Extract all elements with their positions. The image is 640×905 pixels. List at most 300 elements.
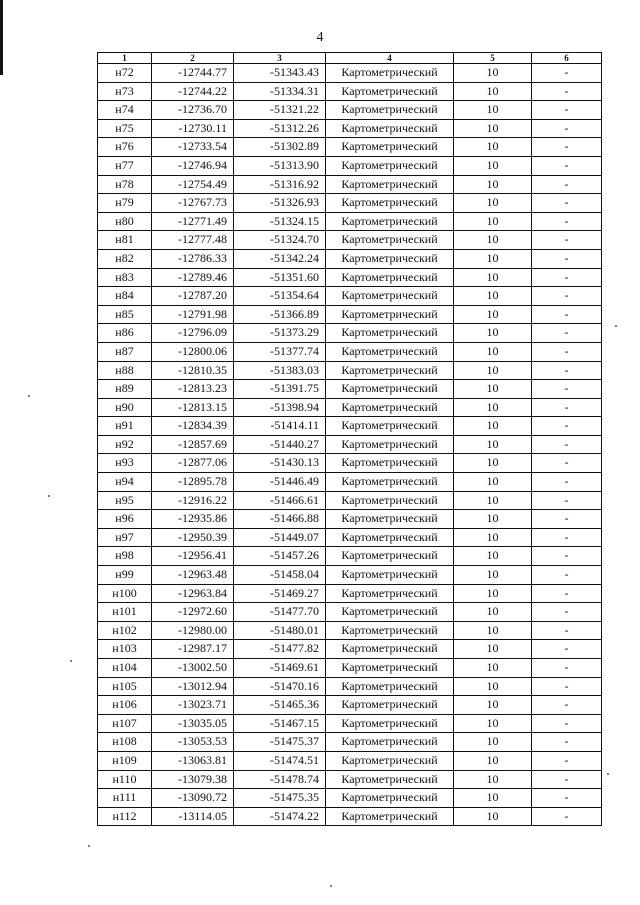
accuracy-cell: 10 [454,138,532,157]
accuracy-cell: 10 [454,305,532,324]
header-row [98,53,602,64]
method-cell: Картометрический [326,435,454,454]
table-row [98,156,602,175]
table-body [98,64,602,826]
table-row [98,677,602,696]
y-coordinate-cell: -51466.88 [234,510,326,529]
x-coordinate-cell: -12935.86 [152,510,234,529]
method-cell: Картометрический [326,770,454,789]
method-cell: Картометрический [326,268,454,287]
accuracy-cell: 10 [454,696,532,715]
accuracy-cell: 10 [454,342,532,361]
method-cell: Картометрический [326,231,454,250]
note-cell: - [532,287,602,306]
note-cell: - [532,82,602,101]
x-coordinate-cell: -13012.94 [152,677,234,696]
accuracy-cell: 10 [454,751,532,770]
x-coordinate-cell: -12857.69 [152,435,234,454]
table-row [98,138,602,157]
point-id-cell: н111 [98,789,152,808]
table-row [98,380,602,399]
method-cell: Картометрический [326,361,454,380]
x-coordinate-cell: -12916.22 [152,491,234,510]
accuracy-cell: 10 [454,175,532,194]
note-cell: - [532,231,602,250]
method-cell: Картометрический [326,659,454,678]
y-coordinate-cell: -51324.15 [234,212,326,231]
y-coordinate-cell: -51467.15 [234,714,326,733]
point-id-cell: н74 [98,101,152,120]
x-coordinate-cell: -13035.05 [152,714,234,733]
table-row [98,305,602,324]
point-id-cell: н98 [98,547,152,566]
note-cell: - [532,547,602,566]
method-cell: Картометрический [326,528,454,547]
accuracy-cell: 10 [454,677,532,696]
point-id-cell: н96 [98,510,152,529]
point-id-cell: н84 [98,287,152,306]
method-cell: Картометрический [326,454,454,473]
y-coordinate-cell: -51302.89 [234,138,326,157]
y-coordinate-cell: -51343.43 [234,64,326,83]
y-coordinate-cell: -51475.35 [234,789,326,808]
y-coordinate-cell: -51430.13 [234,454,326,473]
accuracy-cell: 10 [454,473,532,492]
accuracy-cell: 10 [454,770,532,789]
note-cell: - [532,380,602,399]
y-coordinate-cell: -51469.61 [234,659,326,678]
y-coordinate-cell: -51474.51 [234,751,326,770]
method-cell: Картометрический [326,677,454,696]
method-cell: Картометрический [326,156,454,175]
y-coordinate-cell: -51334.31 [234,82,326,101]
point-id-cell: н91 [98,417,152,436]
y-coordinate-cell: -51342.24 [234,249,326,268]
header-col-1: 1 [98,53,152,64]
scan-speck [88,845,90,847]
x-coordinate-cell: -12796.09 [152,324,234,343]
method-cell: Картометрический [326,751,454,770]
method-cell: Картометрический [326,305,454,324]
accuracy-cell: 10 [454,194,532,213]
accuracy-cell: 10 [454,454,532,473]
accuracy-cell: 10 [454,584,532,603]
table-row [98,621,602,640]
accuracy-cell: 10 [454,621,532,640]
y-coordinate-cell: -51351.60 [234,268,326,287]
method-cell: Картометрический [326,621,454,640]
method-cell: Картометрический [326,584,454,603]
y-coordinate-cell: -51477.70 [234,603,326,622]
method-cell: Картометрический [326,398,454,417]
note-cell: - [532,64,602,83]
x-coordinate-cell: -12963.48 [152,566,234,585]
note-cell: - [532,528,602,547]
method-cell: Картометрический [326,175,454,194]
x-coordinate-cell: -13079.38 [152,770,234,789]
accuracy-cell: 10 [454,714,532,733]
note-cell: - [532,566,602,585]
note-cell: - [532,659,602,678]
method-cell: Картометрический [326,249,454,268]
x-coordinate-cell: -12746.94 [152,156,234,175]
accuracy-cell: 10 [454,324,532,343]
method-cell: Картометрический [326,714,454,733]
x-coordinate-cell: -12895.78 [152,473,234,492]
x-coordinate-cell: -13090.72 [152,789,234,808]
header-col-5: 5 [454,53,532,64]
point-id-cell: н105 [98,677,152,696]
point-id-cell: н78 [98,175,152,194]
x-coordinate-cell: -12730.11 [152,119,234,138]
point-id-cell: н110 [98,770,152,789]
scan-speck [48,495,50,497]
point-id-cell: н76 [98,138,152,157]
note-cell: - [532,473,602,492]
x-coordinate-cell: -12754.49 [152,175,234,194]
accuracy-cell: 10 [454,101,532,120]
y-coordinate-cell: -51458.04 [234,566,326,585]
table-row [98,473,602,492]
y-coordinate-cell: -51469.27 [234,584,326,603]
note-cell: - [532,621,602,640]
point-id-cell: н73 [98,82,152,101]
x-coordinate-cell: -12736.70 [152,101,234,120]
point-id-cell: н95 [98,491,152,510]
x-coordinate-cell: -13114.05 [152,807,234,826]
accuracy-cell: 10 [454,435,532,454]
y-coordinate-cell: -51321.22 [234,101,326,120]
note-cell: - [532,751,602,770]
y-coordinate-cell: -51477.82 [234,640,326,659]
accuracy-cell: 10 [454,566,532,585]
accuracy-cell: 10 [454,64,532,83]
method-cell: Картометрический [326,807,454,826]
point-id-cell: н102 [98,621,152,640]
accuracy-cell: 10 [454,491,532,510]
table-row [98,454,602,473]
method-cell: Картометрический [326,64,454,83]
page-number: 4 [316,30,324,45]
table-row [98,194,602,213]
point-id-cell: н108 [98,733,152,752]
header-col-6: 6 [532,53,602,64]
point-id-cell: н103 [98,640,152,659]
point-id-cell: н83 [98,268,152,287]
table-row [98,119,602,138]
method-cell: Картометрический [326,82,454,101]
note-cell: - [532,417,602,436]
method-cell: Картометрический [326,194,454,213]
point-id-cell: н109 [98,751,152,770]
point-id-cell: н75 [98,119,152,138]
note-cell: - [532,361,602,380]
method-cell: Картометрический [326,119,454,138]
point-id-cell: н88 [98,361,152,380]
point-id-cell: н101 [98,603,152,622]
table-row [98,751,602,770]
y-coordinate-cell: -51312.26 [234,119,326,138]
note-cell: - [532,249,602,268]
x-coordinate-cell: -13002.50 [152,659,234,678]
accuracy-cell: 10 [454,231,532,250]
x-coordinate-cell: -12813.15 [152,398,234,417]
table-row [98,417,602,436]
accuracy-cell: 10 [454,398,532,417]
method-cell: Картометрический [326,287,454,306]
point-id-cell: н89 [98,380,152,399]
note-cell: - [532,714,602,733]
x-coordinate-cell: -12810.35 [152,361,234,380]
x-coordinate-cell: -13023.71 [152,696,234,715]
x-coordinate-cell: -13063.81 [152,751,234,770]
y-coordinate-cell: -51414.11 [234,417,326,436]
note-cell: - [532,268,602,287]
point-id-cell: н82 [98,249,152,268]
table-row [98,603,602,622]
note-cell: - [532,156,602,175]
accuracy-cell: 10 [454,528,532,547]
x-coordinate-cell: -12963.84 [152,584,234,603]
accuracy-cell: 10 [454,510,532,529]
method-cell: Картометрический [326,603,454,622]
x-coordinate-cell: -12980.00 [152,621,234,640]
table-row [98,212,602,231]
table-header [98,53,602,64]
y-coordinate-cell: -51316.92 [234,175,326,194]
method-cell: Картометрический [326,417,454,436]
method-cell: Картометрический [326,733,454,752]
note-cell: - [532,510,602,529]
accuracy-cell: 10 [454,733,532,752]
accuracy-cell: 10 [454,119,532,138]
table-row [98,584,602,603]
x-coordinate-cell: -13053.53 [152,733,234,752]
x-coordinate-cell: -12834.39 [152,417,234,436]
method-cell: Картометрический [326,789,454,808]
method-cell: Картометрический [326,696,454,715]
note-cell: - [532,789,602,808]
table-row [98,398,602,417]
header-col-2: 2 [152,53,234,64]
y-coordinate-cell: -51475.37 [234,733,326,752]
table-row [98,268,602,287]
x-coordinate-cell: -12813.23 [152,380,234,399]
table-row [98,287,602,306]
coordinates-table-container [97,52,601,826]
table-row [98,175,602,194]
note-cell: - [532,342,602,361]
x-coordinate-cell: -12950.39 [152,528,234,547]
y-coordinate-cell: -51449.07 [234,528,326,547]
method-cell: Картометрический [326,212,454,231]
y-coordinate-cell: -51440.27 [234,435,326,454]
point-id-cell: н86 [98,324,152,343]
point-id-cell: н94 [98,473,152,492]
point-id-cell: н80 [98,212,152,231]
x-coordinate-cell: -12771.49 [152,212,234,231]
x-coordinate-cell: -12800.06 [152,342,234,361]
point-id-cell: н107 [98,714,152,733]
point-id-cell: н92 [98,435,152,454]
x-coordinate-cell: -12787.20 [152,287,234,306]
table-row [98,566,602,585]
table-row [98,435,602,454]
note-cell: - [532,212,602,231]
x-coordinate-cell: -12777.48 [152,231,234,250]
point-id-cell: н112 [98,807,152,826]
note-cell: - [532,138,602,157]
note-cell: - [532,101,602,120]
x-coordinate-cell: -12789.46 [152,268,234,287]
accuracy-cell: 10 [454,417,532,436]
accuracy-cell: 10 [454,82,532,101]
y-coordinate-cell: -51446.49 [234,473,326,492]
method-cell: Картометрический [326,640,454,659]
point-id-cell: н85 [98,305,152,324]
point-id-cell: н97 [98,528,152,547]
y-coordinate-cell: -51383.03 [234,361,326,380]
point-id-cell: н93 [98,454,152,473]
table-row [98,64,602,83]
note-cell: - [532,640,602,659]
scan-speck [70,660,72,662]
y-coordinate-cell: -51373.29 [234,324,326,343]
scan-speck [607,773,609,775]
note-cell: - [532,491,602,510]
table-row [98,510,602,529]
point-id-cell: н99 [98,566,152,585]
point-id-cell: н90 [98,398,152,417]
accuracy-cell: 10 [454,361,532,380]
y-coordinate-cell: -51478.74 [234,770,326,789]
y-coordinate-cell: -51354.64 [234,287,326,306]
accuracy-cell: 10 [454,249,532,268]
x-coordinate-cell: -12791.98 [152,305,234,324]
x-coordinate-cell: -12767.73 [152,194,234,213]
method-cell: Картометрический [326,473,454,492]
note-cell: - [532,119,602,138]
accuracy-cell: 10 [454,380,532,399]
table-row [98,770,602,789]
point-id-cell: н79 [98,194,152,213]
table-row [98,789,602,808]
method-cell: Картометрический [326,491,454,510]
note-cell: - [532,603,602,622]
table-row [98,82,602,101]
table-row [98,528,602,547]
y-coordinate-cell: -51466.61 [234,491,326,510]
y-coordinate-cell: -51474.22 [234,807,326,826]
table-row [98,324,602,343]
table-row [98,361,602,380]
point-id-cell: н104 [98,659,152,678]
y-coordinate-cell: -51326.93 [234,194,326,213]
method-cell: Картометрический [326,324,454,343]
y-coordinate-cell: -51313.90 [234,156,326,175]
note-cell: - [532,194,602,213]
x-coordinate-cell: -12744.22 [152,82,234,101]
accuracy-cell: 10 [454,547,532,566]
method-cell: Картометрический [326,547,454,566]
note-cell: - [532,733,602,752]
x-coordinate-cell: -12972.60 [152,603,234,622]
scan-speck [330,885,332,887]
note-cell: - [532,324,602,343]
method-cell: Картометрический [326,510,454,529]
accuracy-cell: 10 [454,640,532,659]
scan-speck [615,325,617,327]
x-coordinate-cell: -12877.06 [152,454,234,473]
y-coordinate-cell: -51377.74 [234,342,326,361]
accuracy-cell: 10 [454,603,532,622]
y-coordinate-cell: -51366.89 [234,305,326,324]
accuracy-cell: 10 [454,156,532,175]
accuracy-cell: 10 [454,268,532,287]
y-coordinate-cell: -51324.70 [234,231,326,250]
x-coordinate-cell: -12744.77 [152,64,234,83]
note-cell: - [532,175,602,194]
table-row [98,659,602,678]
point-id-cell: н87 [98,342,152,361]
x-coordinate-cell: -12956.41 [152,547,234,566]
header-col-4: 4 [326,53,454,64]
table-row [98,714,602,733]
method-cell: Картометрический [326,101,454,120]
coordinates-table [97,52,602,826]
point-id-cell: н72 [98,64,152,83]
header-col-3: 3 [234,53,326,64]
scan-speck [28,395,30,397]
table-row [98,342,602,361]
table-row [98,807,602,826]
note-cell: - [532,696,602,715]
x-coordinate-cell: -12733.54 [152,138,234,157]
y-coordinate-cell: -51457.26 [234,547,326,566]
method-cell: Картометрический [326,566,454,585]
x-coordinate-cell: -12786.33 [152,249,234,268]
accuracy-cell: 10 [454,807,532,826]
y-coordinate-cell: -51398.94 [234,398,326,417]
table-row [98,101,602,120]
y-coordinate-cell: -51480.01 [234,621,326,640]
y-coordinate-cell: -51465.36 [234,696,326,715]
point-id-cell: н77 [98,156,152,175]
table-row [98,547,602,566]
y-coordinate-cell: -51391.75 [234,380,326,399]
note-cell: - [532,807,602,826]
table-row [98,249,602,268]
method-cell: Картометрический [326,342,454,361]
note-cell: - [532,770,602,789]
point-id-cell: н100 [98,584,152,603]
table-row [98,696,602,715]
table-row [98,733,602,752]
note-cell: - [532,398,602,417]
point-id-cell: н81 [98,231,152,250]
note-cell: - [532,677,602,696]
note-cell: - [532,454,602,473]
note-cell: - [532,584,602,603]
table-row [98,231,602,250]
table-row [98,491,602,510]
y-coordinate-cell: -51470.16 [234,677,326,696]
accuracy-cell: 10 [454,659,532,678]
point-id-cell: н106 [98,696,152,715]
method-cell: Картометрический [326,138,454,157]
table-row [98,640,602,659]
accuracy-cell: 10 [454,287,532,306]
